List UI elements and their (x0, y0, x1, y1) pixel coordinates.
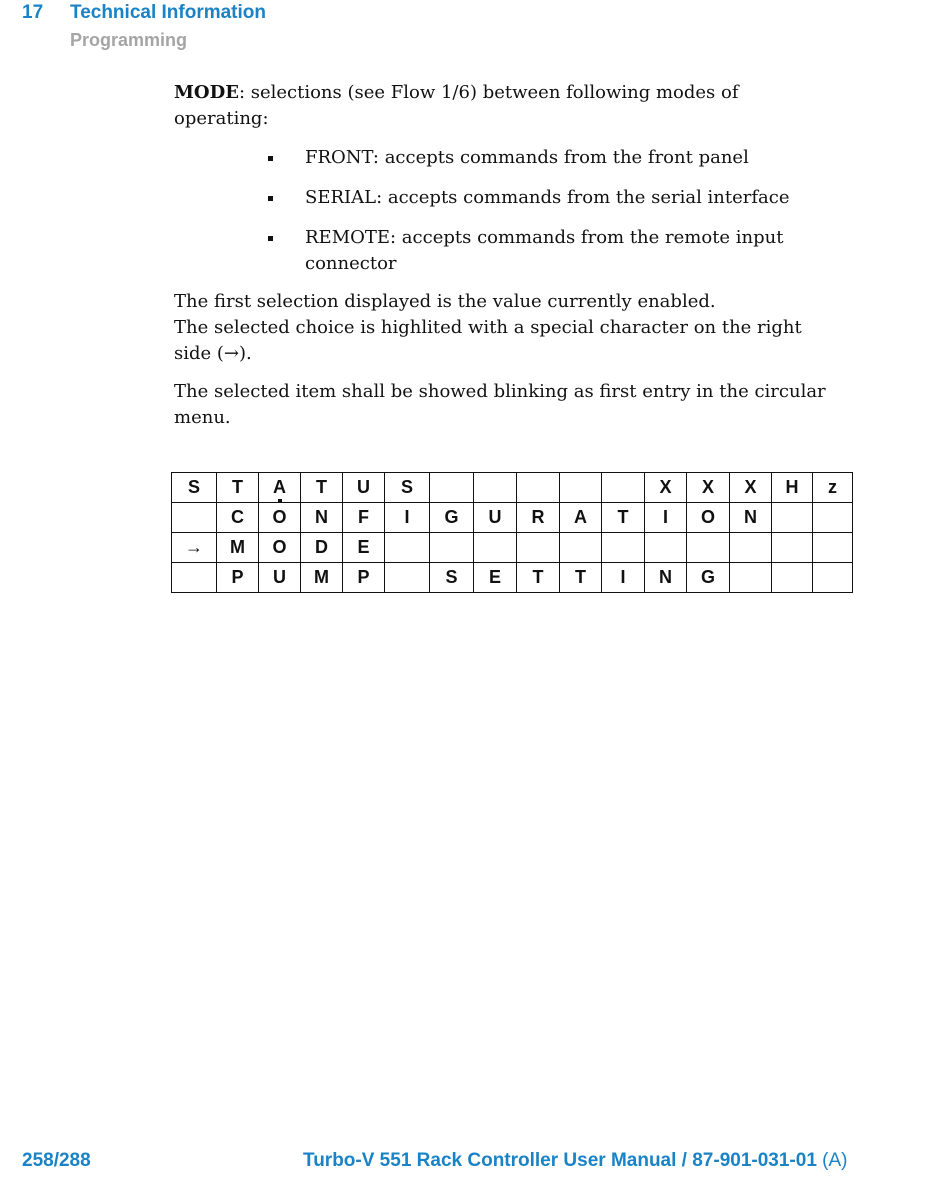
lcd-cell: X (645, 473, 687, 503)
selection-line-1: The first selection displayed is the value currently enabled. (174, 291, 716, 312)
list-item-text: FRONT: accepts commands from the front panel (305, 147, 749, 168)
lcd-cell: I (645, 503, 687, 533)
lcd-cell: z (813, 473, 853, 503)
lcd-cell: R (517, 503, 560, 533)
lcd-cell: D (301, 533, 343, 563)
lcd-cell (385, 563, 430, 593)
lcd-cell: P (343, 563, 385, 593)
lcd-cell (560, 533, 602, 563)
chapter-title: Technical Information (70, 2, 267, 23)
mode-description: : selections (see Flow 1/6) between following modes of operating: (174, 82, 739, 129)
lcd-row (172, 533, 853, 563)
lcd-cell (602, 473, 645, 503)
section-title: Programming (70, 30, 188, 50)
lcd-cell (730, 533, 772, 563)
lcd-cell: T (517, 563, 560, 593)
list-item (264, 145, 824, 171)
lcd-cell: A (560, 503, 602, 533)
lcd-cell: U (259, 563, 301, 593)
square-bullet-icon (268, 156, 273, 161)
lcd-cell: P (217, 563, 259, 593)
lcd-cell (474, 533, 517, 563)
lcd-cell: O (259, 533, 301, 563)
lcd-cell (172, 563, 217, 593)
lcd-cell (385, 533, 430, 563)
lcd-cell: I (385, 503, 430, 533)
lcd-cell (172, 503, 217, 533)
lcd-cell: M (217, 533, 259, 563)
lcd-row (172, 473, 853, 503)
lcd-cell: G (687, 563, 730, 593)
manual-name: Turbo-V 551 Rack Controller User Manual / 87-901-031-01 (303, 1150, 817, 1171)
lcd-cell (517, 533, 560, 563)
list-item (264, 185, 824, 211)
lcd-cell (730, 563, 772, 593)
lcd-cell (772, 533, 813, 563)
square-bullet-icon (268, 196, 273, 201)
list-item-text: SERIAL: accepts commands from the serial interface (305, 187, 790, 208)
lcd-cell: T (602, 503, 645, 533)
lcd-cell (813, 533, 853, 563)
lcd-cell: T (560, 563, 602, 593)
lcd-cell: O (687, 503, 730, 533)
manual-revision: (A) (822, 1150, 848, 1171)
lcd-cell: C (217, 503, 259, 533)
lcd-cell: S (172, 473, 217, 503)
lcd-display-grid (171, 472, 853, 593)
lcd-cell: S (385, 473, 430, 503)
lcd-cell: U (343, 473, 385, 503)
lcd-cell (687, 533, 730, 563)
list-item (264, 225, 824, 277)
lcd-cell: N (301, 503, 343, 533)
lcd-cell: N (645, 563, 687, 593)
blinking-text: The selected item shall be showed blinking as first entry in the circular menu. (174, 381, 826, 428)
intro-paragraph (174, 80, 834, 132)
lcd-cell: M (301, 563, 343, 593)
lcd-row (172, 503, 853, 533)
lcd-cell: G (430, 503, 474, 533)
lcd-cell: E (343, 533, 385, 563)
lcd-cell (645, 533, 687, 563)
lcd-cell (813, 563, 853, 593)
selection-paragraph (174, 289, 834, 367)
lcd-cell (772, 503, 813, 533)
lcd-cell: T (217, 473, 259, 503)
lcd-cell: I (602, 563, 645, 593)
list-item-text: REMOTE: accepts commands from the remote input connector (305, 227, 784, 274)
lcd-cell (602, 533, 645, 563)
lcd-cell: T (301, 473, 343, 503)
lcd-cell: O (259, 503, 301, 533)
lcd-cell: N (730, 503, 772, 533)
lcd-cell: E (474, 563, 517, 593)
blinking-paragraph (174, 379, 834, 431)
lcd-cell (474, 473, 517, 503)
mode-term: MODE (174, 82, 239, 103)
mode-list (264, 145, 824, 291)
lcd-cursor-char: A (273, 477, 286, 497)
lcd-cell (517, 473, 560, 503)
lcd-cell (772, 563, 813, 593)
lcd-cell (259, 473, 301, 503)
lcd-cell: S (430, 563, 474, 593)
lcd-cell: X (730, 473, 772, 503)
selection-line-2: The selected choice is highlited with a special character on the right side (→). (174, 317, 802, 364)
square-bullet-icon (268, 236, 273, 241)
lcd-cell: F (343, 503, 385, 533)
lcd-cell (560, 473, 602, 503)
chapter-number: 17 (22, 2, 44, 23)
lcd-cell (430, 473, 474, 503)
lcd-cell (430, 533, 474, 563)
lcd-row (172, 563, 853, 593)
lcd-cell: H (772, 473, 813, 503)
manual-title (303, 1150, 848, 1172)
page-number: 258/288 (22, 1150, 91, 1171)
lcd-cell: U (474, 503, 517, 533)
lcd-cell: X (687, 473, 730, 503)
lcd-cell: → (172, 533, 217, 563)
lcd-cell (813, 503, 853, 533)
